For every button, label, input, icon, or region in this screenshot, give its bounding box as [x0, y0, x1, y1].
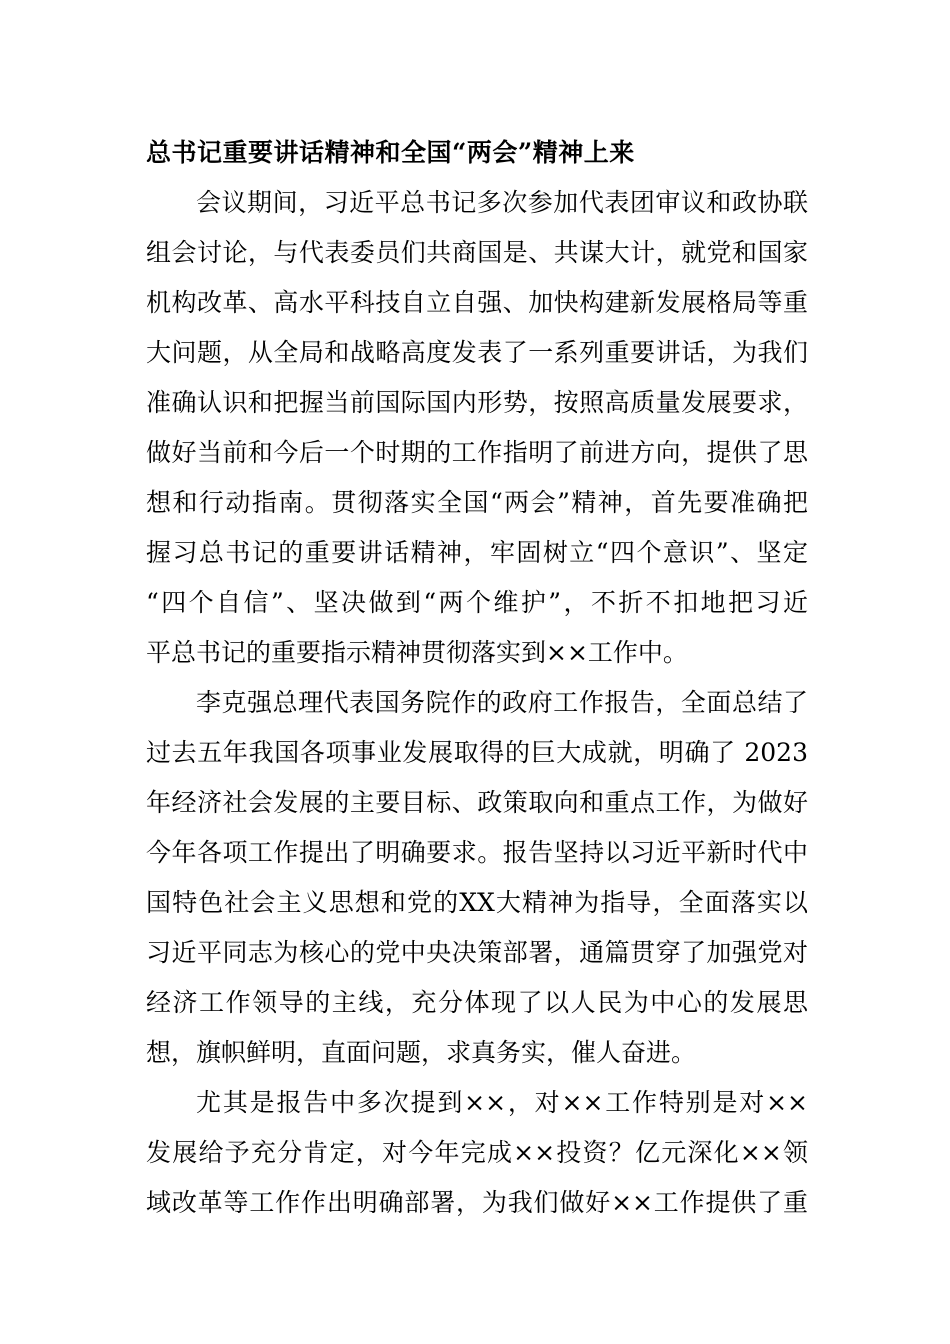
paragraph-line: 年经济社会发展的主要目标、政策取向和重点工作，为做好 — [146, 788, 808, 817]
paragraph-line: 李克强总理代表国务院作的政府工作报告，全面总结了 — [196, 688, 808, 717]
paragraph-line: 国特色社会主义思想和党的XX大精神为指导，全面落实以 — [146, 888, 808, 917]
paragraph-line: 想，旗帜鲜明，直面问题，求真务实，催人奋进。 — [146, 1038, 697, 1067]
paragraph-line: 尤其是报告中多次提到××，对××工作特别是对×× — [196, 1088, 808, 1117]
paragraph-line: 握习总书记的重要讲话精神，牢固树立“四个意识”、坚定 — [146, 538, 808, 567]
paragraph-line: 平总书记的重要指示精神贯彻落实到××工作中。 — [146, 638, 688, 667]
paragraph-line: 大问题，从全局和战略高度发表了一系列重要讲话，为我们 — [146, 338, 808, 367]
paragraph-line: 会议期间，习近平总书记多次参加代表团审议和政协联 — [196, 188, 808, 217]
paragraph-3 — [146, 1078, 808, 1228]
paragraph-line: 习近平同志为核心的党中央决策部署，通篇贯穿了加强党对 — [146, 938, 808, 967]
paragraph-line: 机构改革、高水平科技自立自强、加快构建新发展格局等重 — [146, 288, 808, 317]
paragraph-line: 今年各项工作提出了明确要求。报告坚持以习近平新时代中 — [146, 838, 808, 867]
document-body — [146, 128, 808, 1228]
paragraph-line: 组会讨论，与代表委员们共商国是、共谋大计，就党和国家 — [146, 238, 808, 267]
section-heading: 总书记重要讲话精神和全国“两会”精神上来 — [146, 138, 635, 167]
paragraph-line: “四个自信”、坚决做到“两个维护”，不折不扣地把习近 — [146, 588, 808, 617]
paragraph-line: 发展给予充分肯定，对今年完成××投资？亿元深化××领 — [146, 1138, 808, 1167]
paragraph-line: 域改革等工作作出明确部署，为我们做好××工作提供了重 — [146, 1188, 808, 1217]
paragraph-line: 准确认识和把握当前国际国内形势，按照高质量发展要求， — [146, 388, 808, 417]
paragraph-line: 过去五年我国各项事业发展取得的巨大成就，明确了 2023 — [146, 738, 808, 767]
paragraph-line: 经济工作领导的主线，充分体现了以人民为中心的发展思 — [146, 988, 808, 1017]
paragraph-2 — [146, 678, 808, 1078]
paragraph-line: 想和行动指南。贯彻落实全国“两会”精神，首先要准确把 — [146, 488, 808, 517]
paragraph-line: 做好当前和今后一个时期的工作指明了前进方向，提供了思 — [146, 438, 808, 467]
paragraph-1 — [146, 178, 808, 678]
